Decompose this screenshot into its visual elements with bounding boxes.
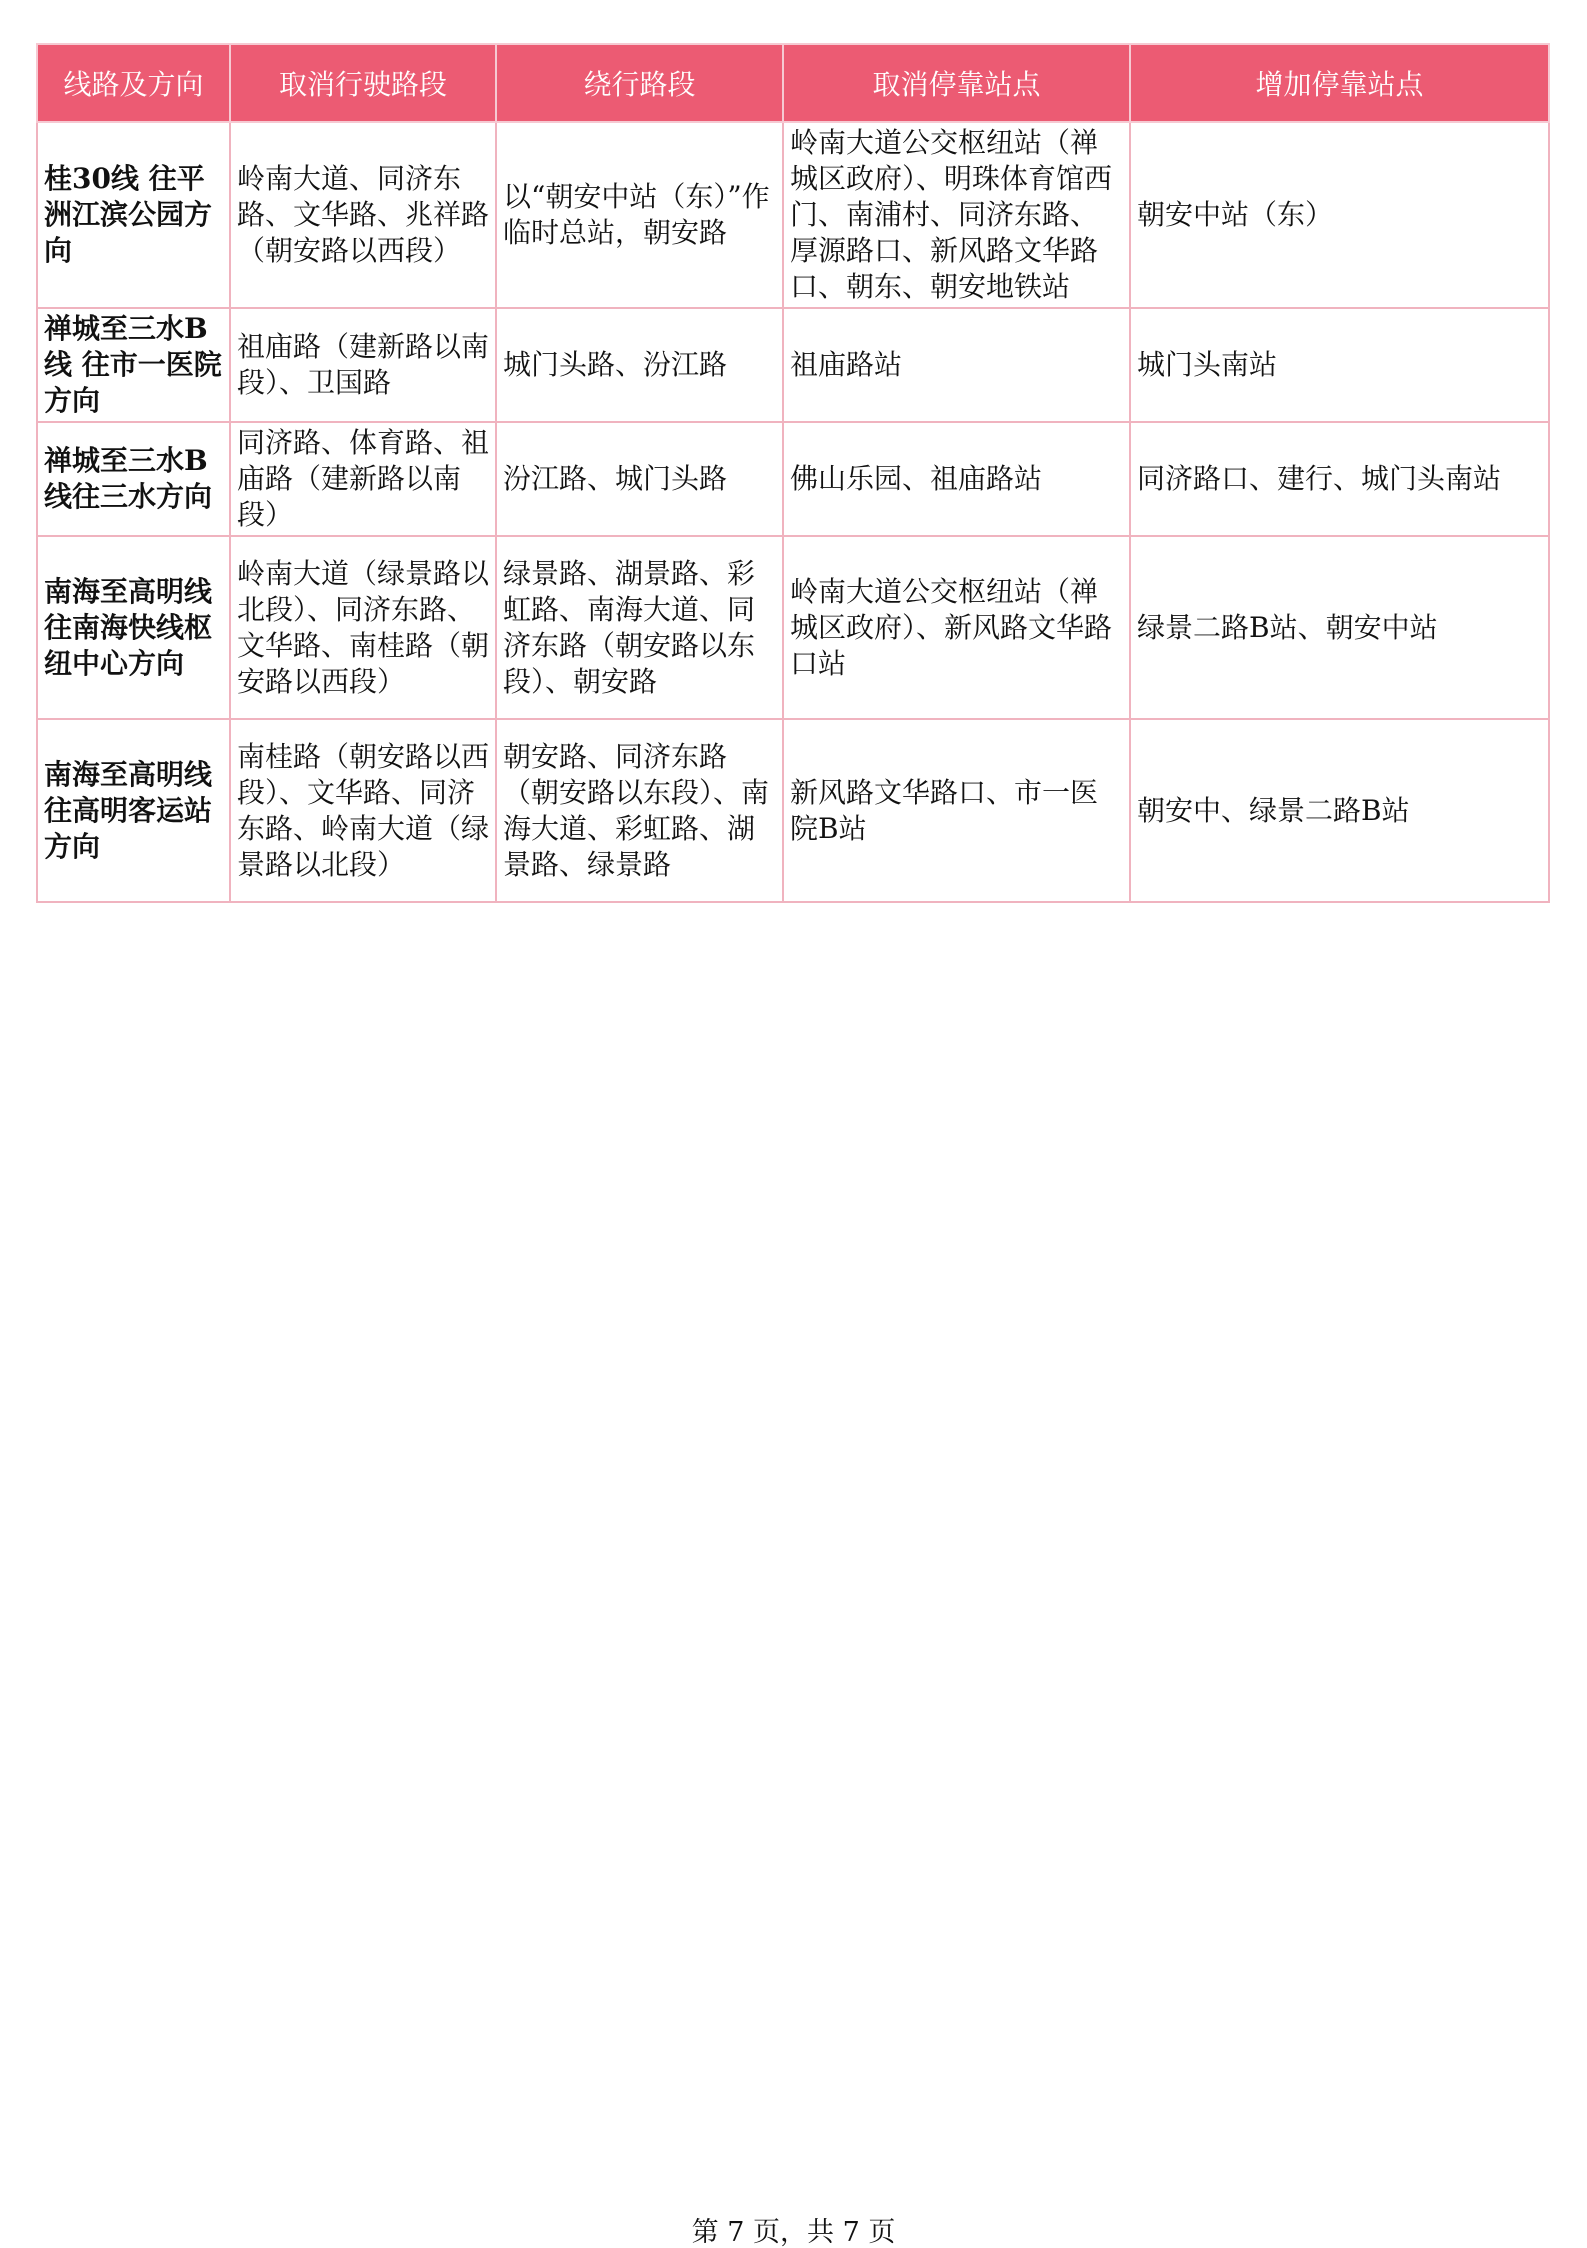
cell-route: 桂30线 往平洲江滨公园方向 — [37, 122, 230, 308]
cell-route: 南海至高明线往南海快线枢纽中心方向 — [37, 536, 230, 719]
header-cancelled-segments: 取消行驶路段 — [230, 44, 496, 122]
cell-cancelled-stops: 岭南大道公交枢纽站（禅城区政府）、新风路文华路口站 — [783, 536, 1130, 719]
cell-cancelled-segments: 南桂路（朝安路以西段）、文华路、同济东路、岭南大道（绿景路以北段） — [230, 719, 496, 902]
cell-added-stops: 同济路口、建行、城门头南站 — [1130, 422, 1549, 536]
header-cancelled-stops: 取消停靠站点 — [783, 44, 1130, 122]
table-body — [37, 122, 1549, 902]
cell-cancelled-stops: 岭南大道公交枢纽站（禅城区政府）、明珠体育馆西门、南浦村、同济东路、厚源路口、新风路文华路口、朝东、朝安地铁站 — [783, 122, 1130, 308]
cell-cancelled-segments: 岭南大道（绿景路以北段）、同济东路、文华路、南桂路（朝安路以西段） — [230, 536, 496, 719]
table-row — [37, 308, 1549, 422]
cell-detour-segments: 汾江路、城门头路 — [496, 422, 783, 536]
table-row — [37, 122, 1549, 308]
cell-cancelled-stops: 祖庙路站 — [783, 308, 1130, 422]
header-route-direction: 线路及方向 — [37, 44, 230, 122]
cell-detour-segments: 绿景路、湖景路、彩虹路、南海大道、同济东路（朝安路以东段）、朝安路 — [496, 536, 783, 719]
table-header — [37, 44, 1549, 122]
cell-detour-segments: 以“朝安中站（东）”作临时总站，朝安路 — [496, 122, 783, 308]
cell-added-stops: 朝安中、绿景二路B站 — [1130, 719, 1549, 902]
header-row — [37, 44, 1549, 122]
cell-cancelled-segments: 岭南大道、同济东路、文华路、兆祥路（朝安路以西段） — [230, 122, 496, 308]
cell-detour-segments: 朝安路、同济东路（朝安路以东段）、南海大道、彩虹路、湖景路、绿景路 — [496, 719, 783, 902]
cell-route: 南海至高明线往高明客运站方向 — [37, 719, 230, 902]
route-change-table — [36, 43, 1550, 903]
cell-detour-segments: 城门头路、汾江路 — [496, 308, 783, 422]
cell-cancelled-segments: 同济路、体育路、祖庙路（建新路以南段） — [230, 422, 496, 536]
cell-route: 禅城至三水B线往三水方向 — [37, 422, 230, 536]
header-added-stops: 增加停靠站点 — [1130, 44, 1549, 122]
table-row — [37, 719, 1549, 902]
cell-added-stops: 绿景二路B站、朝安中站 — [1130, 536, 1549, 719]
header-detour-segments: 绕行路段 — [496, 44, 783, 122]
cell-cancelled-segments: 祖庙路（建新路以南段）、卫国路 — [230, 308, 496, 422]
table-row — [37, 536, 1549, 719]
cell-added-stops: 朝安中站（东） — [1130, 122, 1549, 308]
table-row — [37, 422, 1549, 536]
cell-cancelled-stops: 佛山乐园、祖庙路站 — [783, 422, 1130, 536]
cell-added-stops: 城门头南站 — [1130, 308, 1549, 422]
cell-route: 禅城至三水B线 往市一医院方向 — [37, 308, 230, 422]
cell-cancelled-stops: 新风路文华路口、市一医院B站 — [783, 719, 1130, 902]
page-number-footer: 第 7 页，共 7 页 — [691, 2217, 896, 2248]
